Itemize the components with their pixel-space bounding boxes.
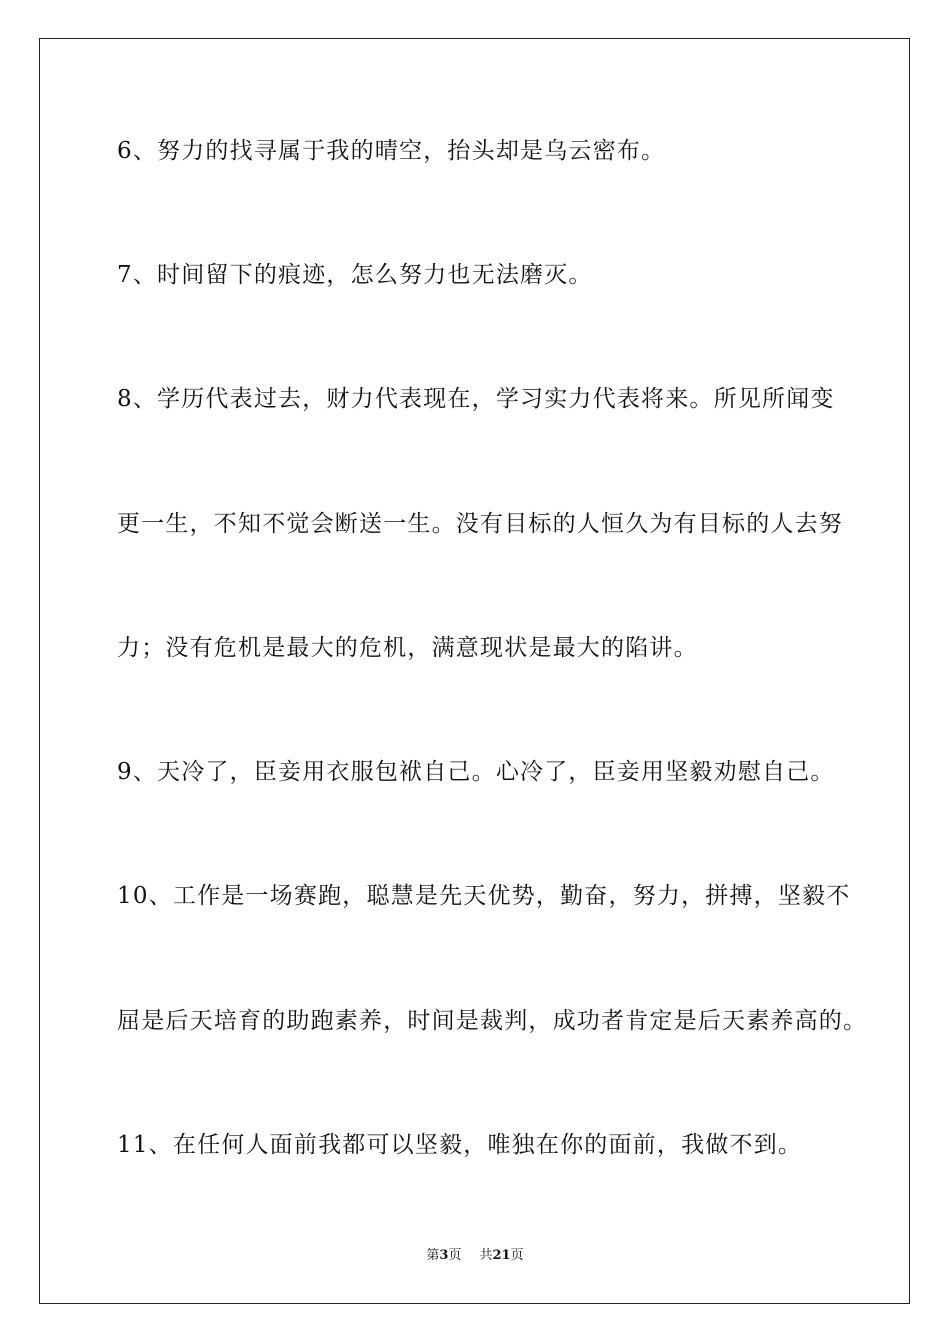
text-line-4: 更一生，不知不觉会断送一生。没有目标的人恒久为有目标的人去努 xyxy=(117,511,843,537)
page-number: 3 xyxy=(439,1248,449,1263)
text-line-1: 6、努力的找寻属于我的晴空，抬头却是乌云密布。 xyxy=(117,138,666,164)
page-prefix: 第 xyxy=(426,1248,440,1263)
text-line-2: 7、时间留下的痕迹，怎么努力也无法磨灭。 xyxy=(117,262,593,288)
page-suffix: 页 xyxy=(448,1248,462,1263)
text-line-8: 屈是后天培育的助跑素养，时间是裁判，成功者肯定是后天素养高的。 xyxy=(117,1008,868,1034)
total-pages: 21 xyxy=(492,1248,511,1263)
page-border xyxy=(39,38,910,1304)
text-line-3: 8、学历代表过去，财力代表现在，学习实力代表将来。所见所闻变 xyxy=(117,386,835,412)
text-line-6: 9、天冷了，臣妾用衣服包袱自己。心冷了，臣妾用坚毅劝慰自己。 xyxy=(117,759,835,785)
text-line-7: 10、工作是一场赛跑，聪慧是先天优势，勤奋，努力，拼搏，坚毅不 xyxy=(117,883,851,909)
total-prefix: 共 xyxy=(479,1248,493,1263)
total-suffix: 页 xyxy=(510,1248,524,1263)
page-footer xyxy=(0,1247,950,1265)
text-line-5: 力；没有危机是最大的危机，满意现状是最大的陷讲。 xyxy=(117,635,698,661)
text-line-9: 11、在任何人面前我都可以坚毅，唯独在你的面前，我做不到。 xyxy=(117,1132,803,1158)
